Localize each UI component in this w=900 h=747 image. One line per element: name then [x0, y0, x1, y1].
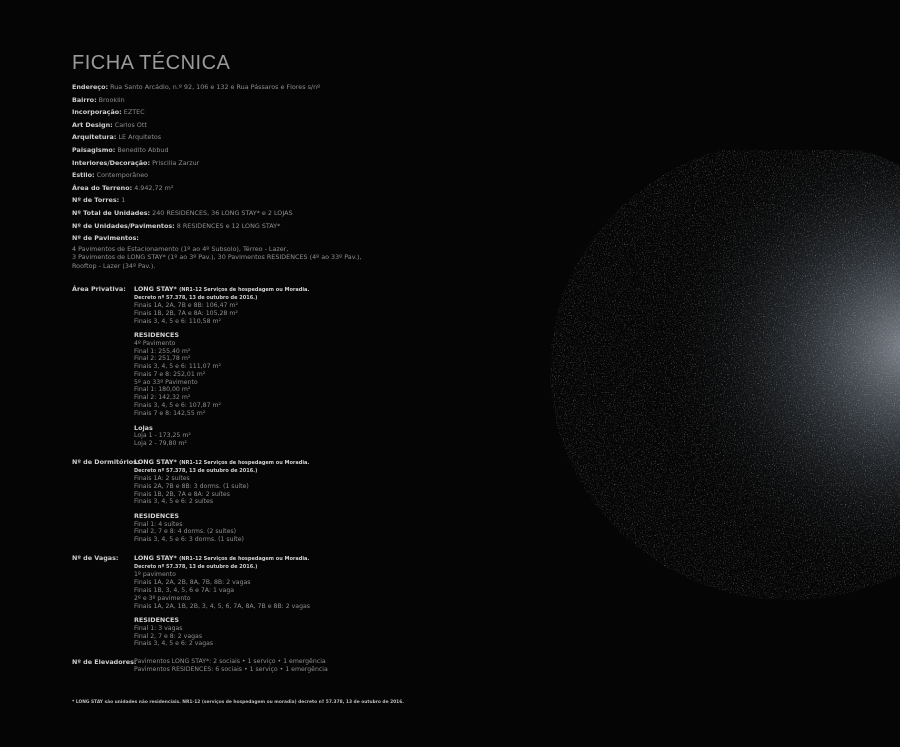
list-item: Final 2, 7 e 8: 2 vagas — [134, 632, 203, 640]
area-lojas-list — [134, 432, 309, 448]
list-item: Final 2, 7 e 8: 4 dorms. (2 suítes) — [134, 528, 237, 536]
list-item: Finais 1B, 2B, 7A e 8A: 2 suítes — [134, 490, 230, 498]
spec-value: Priscilla Zarzur — [152, 158, 200, 167]
list-item: Final 1: 180,00 m² — [134, 386, 191, 394]
long-stay-heading: LONG STAY* (NR1-12 Serviços de hospedagem ou Moradia. — [134, 284, 310, 293]
list-item: Final 1: 3 vagas — [134, 624, 183, 632]
spec-value: Contemporâneo — [96, 171, 149, 180]
dormitorios-section — [72, 458, 632, 544]
spec-row — [72, 106, 632, 119]
list-item: 2º e 3º pavimento — [134, 594, 191, 602]
vagas-long-stay-list — [134, 571, 310, 610]
list-item: Loja 2 - 79,80 m² — [134, 439, 187, 447]
list-item: 5º ao 33º Pavimento — [134, 378, 198, 386]
list-item: Finais 7 e 8: 142,55 m² — [134, 409, 206, 417]
list-item: Finais 1A: 2 suítes — [134, 475, 190, 483]
list-item: Final 2: 251,78 m² — [134, 355, 191, 363]
area-privativa-label: Área Privativa: — [72, 284, 126, 293]
spec-label: Bairro: — [72, 95, 97, 104]
spec-row — [72, 94, 632, 107]
elevadores-list — [134, 658, 328, 674]
lojas-heading: Lojas — [134, 423, 153, 432]
spec-label: Arquitetura: — [72, 133, 117, 142]
list-item: Finais 7 e 8: 252,01 m² — [134, 370, 206, 378]
list-item: Finais 1A, 2A, 7B e 8B: 106,47 m² — [134, 301, 238, 309]
dormitorios-label: Nº de Dormitórios: — [72, 457, 140, 466]
long-stay-heading: LONG STAY* (NR1-12 Serviços de hospedagem ou Moradia. — [134, 457, 310, 466]
long-stay-note: Decreto nº 57.378, 13 de outubro de 2016.) — [134, 294, 258, 301]
spec-label: Nº de Unidades/Pavimentos: — [72, 221, 175, 230]
list-item: Finais 3, 4, 5 e 6: 110,58 m² — [134, 317, 221, 325]
spec-label: Incorporação: — [72, 108, 122, 117]
list-item: Finais 3, 4, 5 e 6: 2 vagas — [134, 640, 214, 648]
spec-label: Art Design: — [72, 120, 113, 129]
spec-value: 4.942,72 m² — [134, 183, 174, 192]
spec-value: Carlos Ott — [114, 120, 147, 129]
spec-row — [72, 119, 632, 132]
list-item: Finais 3, 4, 5 e 6: 111,07 m² — [134, 363, 221, 371]
spec-label: Nº de Torres: — [72, 196, 120, 205]
spec-value: Rua Santo Arcádio, n.º 92, 106 e 132 e Rua Pássaros e Flores s/nº — [110, 83, 321, 91]
dorm-residences-list — [134, 521, 309, 544]
long-stay-note: Decreto nº 57.378, 13 de outubro de 2016.) — [134, 468, 258, 475]
spec-row — [72, 194, 632, 207]
spec-label: Nº Total de Unidades: — [72, 208, 151, 217]
spec-row — [72, 207, 632, 220]
spec-value: Brooklin — [98, 95, 125, 104]
spec-row — [72, 182, 632, 195]
vagas-label: Nº de Vagas: — [72, 554, 119, 563]
list-item: Finais 3, 4, 5 e 6: 107,87 m² — [134, 402, 221, 410]
residences-heading: RESIDENCES — [134, 331, 179, 340]
list-item: Final 1: 255,40 m² — [134, 347, 191, 355]
long-stay-heading: LONG STAY* (NR1-12 Serviços de hospedagem ou Moradia. — [134, 554, 310, 563]
page-title: FICHA TÉCNICA — [72, 52, 231, 74]
list-item: Finais 1A, 2A, 2B, 8A, 7B, 8B: 2 vagas — [134, 579, 251, 587]
dorm-long-stay-list — [134, 475, 309, 506]
list-item: Finais 1B, 2B, 7A e 8A: 105,28 m² — [134, 309, 238, 317]
spec-row — [72, 169, 632, 182]
pavimentos-line: 4 Pavimentos de Estacionamento (1º ao 4º Subsolo), Térreo - Lazer, — [72, 244, 289, 253]
list-item: Final 2: 142,32 m² — [134, 394, 191, 402]
list-item: Final 1: 4 suítes — [134, 520, 183, 528]
elevadores-label: Nº de Elevadores: — [72, 658, 137, 667]
list-item: Finais 3, 4, 5 e 6: 3 dorms. (1 suíte) — [134, 536, 244, 544]
area-residences-list — [134, 340, 309, 418]
list-item: Finais 1B, 3, 4, 5, 6 e 7A: 1 vaga — [134, 587, 235, 595]
spec-label: Paisagismo: — [72, 145, 116, 154]
area-privativa-section — [72, 285, 632, 448]
spec-label: Endereço: — [72, 83, 109, 91]
spec-list — [72, 81, 632, 232]
long-stay-note: Decreto nº 57.378, 13 de outubro de 2016.) — [134, 564, 258, 571]
list-item: Loja 1 - 173,25 m² — [134, 432, 191, 440]
spec-label: Área do Terreno: — [72, 183, 133, 192]
spec-value: LE Arquitetos — [118, 133, 162, 142]
spec-row — [72, 81, 632, 94]
list-item: Pavimentos LONG STAY*: 2 sociais • 1 serviço • 1 emergência — [134, 658, 326, 666]
residences-heading: RESIDENCES — [134, 512, 179, 521]
spec-row — [72, 131, 632, 144]
pavimentos-line: Rooftop - Lazer (34º Pav.). — [72, 261, 156, 270]
spec-value: 8 RESIDENCES e 12 LONG STAY* — [176, 221, 281, 230]
spec-value: 1 — [121, 196, 126, 205]
spec-row — [72, 157, 632, 170]
list-item: 4º Pavimento — [134, 339, 176, 347]
area-long-stay-list — [134, 302, 309, 325]
vagas-section — [72, 554, 632, 648]
list-item: Finais 2A, 7B e 8B: 3 dorms. (1 suíte) — [134, 482, 249, 490]
spec-value: EZTEC — [123, 108, 145, 117]
residences-heading: RESIDENCES — [134, 616, 179, 625]
elevadores-section — [72, 658, 632, 674]
pavimentos-line: 3 Pavimentos de LONG STAY* (1º ao 3º Pav.), 30 Pavimentos RESIDENCES (4º ao 33º Pav.), — [72, 253, 362, 262]
list-item: 1º pavimento — [134, 571, 176, 579]
pavimentos-label: Nº de Pavimentos: — [72, 234, 139, 243]
spec-label: Interiores/Decoração: — [72, 158, 151, 167]
pavimentos-block — [72, 232, 632, 270]
footnote: * LONG STAY são unidades não residenciais. NR1-12 (serviços de hospedagem ou moradia) decreto nº 57.378, 13 de outubro de 2016. — [72, 700, 404, 705]
spec-label: Estilo: — [72, 171, 95, 180]
list-item: Pavimentos RESIDENCES: 6 sociais • 1 serviço • 1 emergência — [134, 666, 328, 674]
list-item: Finais 3, 4, 5 e 6: 2 suítes — [134, 498, 214, 506]
spec-row — [72, 220, 632, 233]
spec-row — [72, 144, 632, 157]
vagas-residences-list — [134, 625, 310, 648]
spec-sheet — [72, 52, 632, 674]
list-item: Finais 1A, 2A, 1B, 2B, 3, 4, 5, 6, 7A, 8A, 7B e 8B: 2 vagas — [134, 602, 311, 610]
spec-value: Benedito Abbud — [117, 145, 169, 154]
spec-value: 240 RESIDENCES, 36 LONG STAY* e 2 LOJAS — [152, 208, 293, 217]
